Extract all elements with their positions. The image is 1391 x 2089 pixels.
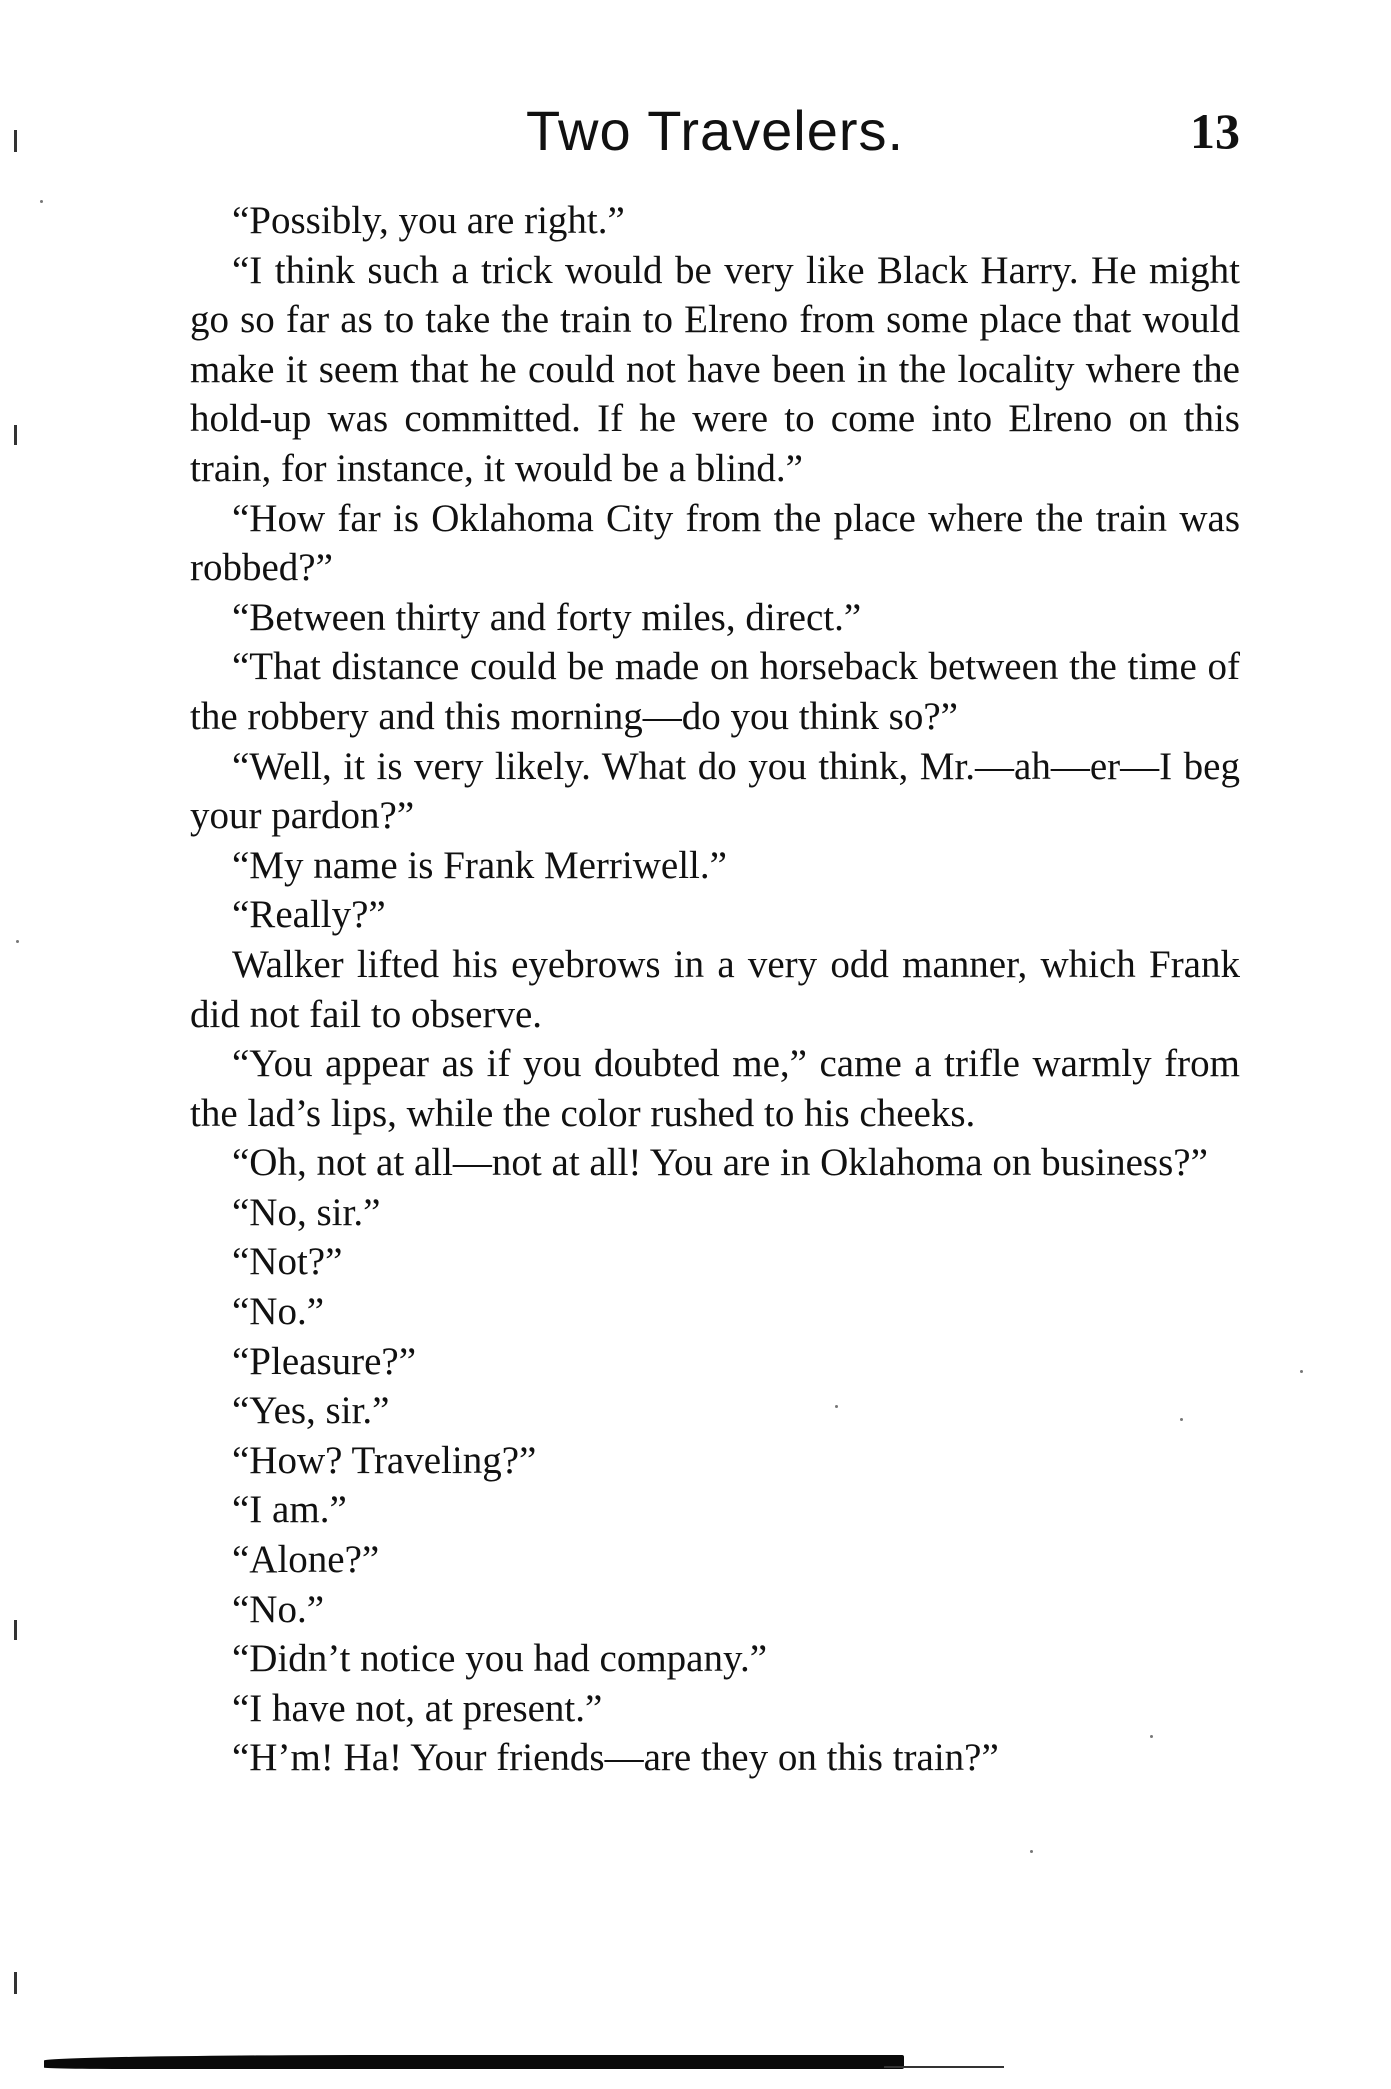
bottom-edge-thin <box>884 2066 1004 2068</box>
scan-mark <box>14 1620 17 1640</box>
paragraph: “My name is Frank Merriwell.” <box>232 843 727 887</box>
bottom-page-edge <box>44 2055 974 2069</box>
scan-speck <box>835 1405 838 1408</box>
scan-mark <box>14 1972 17 1994</box>
paragraph: “Pleasure?” <box>232 1339 417 1383</box>
paragraph: “Alone?” <box>232 1538 380 1582</box>
bottom-edge-thick <box>44 2055 904 2069</box>
paragraph: “No.” <box>232 1290 325 1334</box>
paragraph: “H’m! Ha! Your friends—are they on this train?” <box>232 1736 999 1780</box>
paragraph: “Didn’t notice you had company.” <box>232 1637 768 1681</box>
paragraph: “How? Traveling?” <box>232 1438 537 1482</box>
running-title: Two Travelers. <box>525 99 905 162</box>
paragraph: “I am.” <box>232 1488 347 1532</box>
paragraph: “Really?” <box>232 893 386 937</box>
paragraph: “No.” <box>232 1587 325 1631</box>
body-text <box>190 196 1240 1783</box>
scan-mark <box>14 130 17 152</box>
paragraph: “Yes, sir.” <box>232 1389 390 1433</box>
scan-speck <box>1300 1370 1303 1373</box>
paragraph: “Not?” <box>232 1240 343 1284</box>
scan-speck <box>40 200 43 203</box>
scan-speck <box>1030 1850 1033 1853</box>
paragraph: “I have not, at present.” <box>232 1686 603 1730</box>
scan-mark <box>14 425 17 445</box>
paragraph: “Possibly, you are right.” <box>232 199 625 242</box>
paragraph: “Well, it is very likely. What do you think, Mr.—ah—er—I beg your pardon?” <box>190 744 1240 838</box>
scan-speck <box>16 940 19 943</box>
paragraph: “Oh, not at all—not at all! You are in Oklahoma on business?” <box>232 1141 1208 1185</box>
page-number: 13 <box>1190 103 1240 159</box>
paragraph: “That distance could be made on horseback between the time of the robbery and this morning—do you think so?” <box>190 645 1240 738</box>
paragraph: Walker lifted his eyebrows in a very odd manner, which Frank did not fail to observe. <box>190 942 1240 1036</box>
paragraph: “How far is Oklahoma City from the place where the train was robbed?” <box>190 496 1240 590</box>
page-header <box>190 98 1240 178</box>
paragraph: “You appear as if you doubted me,” came a trifle warmly from the lad’s lips, while the color rushed to his cheeks. <box>190 1042 1240 1135</box>
paragraph: “Between thirty and forty miles, direct.” <box>232 595 862 639</box>
scan-speck <box>1180 1418 1183 1421</box>
paragraph: “No, sir.” <box>232 1190 381 1234</box>
scan-speck <box>1150 1735 1153 1738</box>
paragraph: “I think such a trick would be very like Black Harry. He might go so far as to take the train to Elreno from some place that would make it seem that he could not have been in the locality where the hold-up was committed. If he were to come into Elreno on this train, for instance, it would be a blind.” <box>190 248 1240 490</box>
